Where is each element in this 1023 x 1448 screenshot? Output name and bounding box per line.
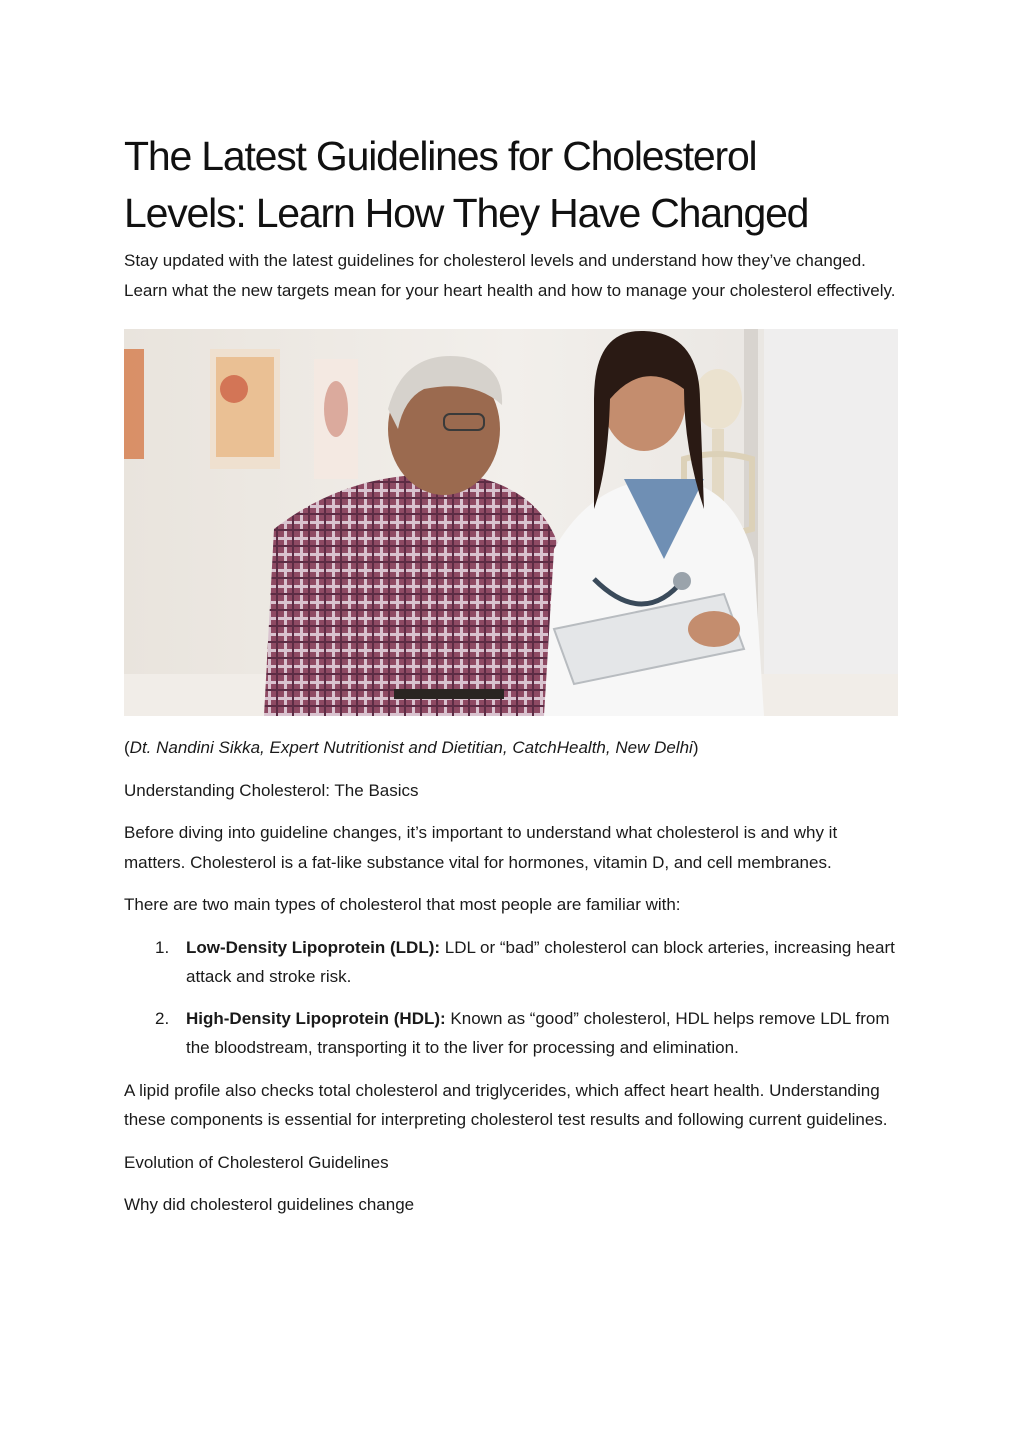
caption-credit: Dt. Nandini Sikka, Expert Nutritionist and Dietitian, CatchHealth, New Delhi: [129, 738, 693, 757]
paragraph-types-intro: There are two main types of cholesterol that most people are familiar with:: [124, 895, 681, 914]
image-caption: [124, 733, 899, 763]
title-line-1: The Latest Guidelines for Cholesterol: [124, 133, 757, 179]
section-heading-why-changed: Why did cholesterol guidelines change: [124, 1195, 415, 1214]
caption-open-paren: (: [124, 738, 130, 757]
list-text: LDL or “bad” cholesterol can block arteries, increasing heart attack and stroke risk.: [186, 937, 895, 986]
paragraph-cholesterol-definition: Before diving into guideline changes, it’s important to understand what cholesterol is and why it matters. Cholesterol is a fat-like substance vital for hormones, vitamin D, and cell membranes.: [124, 823, 838, 872]
list-term: Low-Density Lipoprotein (LDL):: [186, 937, 441, 957]
list-number: 2.: [155, 1008, 170, 1028]
section-heading-evolution: Evolution of Cholesterol Guidelines: [124, 1152, 389, 1172]
list-term: High-Density Lipoprotein (HDL):: [186, 1008, 446, 1028]
doctor-patient-illustration: [124, 329, 898, 716]
article: [124, 128, 899, 1220]
paragraph-lipid-profile: A lipid profile also checks total cholesterol and triglycerides, which affect heart health. Understanding these components is essential for interpreting cholesterol test results and following current guidelines.: [124, 1080, 888, 1129]
section-heading-basics: Understanding Cholesterol: The Basics: [124, 780, 419, 800]
intro-paragraph: Stay updated with the latest guidelines for cholesterol levels and understand how they’ve changed. Learn what the new targets mean for your heart health and how to manage your cholesterol effectively.: [124, 251, 896, 300]
cholesterol-types-list: [124, 933, 899, 1063]
list-text: Known as “good” cholesterol, HDL helps remove LDL from the bloodstream, transporting it to the liver for processing and elimination.: [186, 1008, 890, 1057]
list-number: 1.: [155, 937, 170, 957]
article-title: [124, 128, 899, 242]
list-item-hdl: [124, 1004, 899, 1063]
title-line-2: Levels: Learn How They Have Changed: [124, 190, 809, 236]
list-item-ldl: [124, 933, 899, 992]
caption-close-paren: ): [692, 738, 699, 757]
hero-photo: [124, 329, 898, 716]
